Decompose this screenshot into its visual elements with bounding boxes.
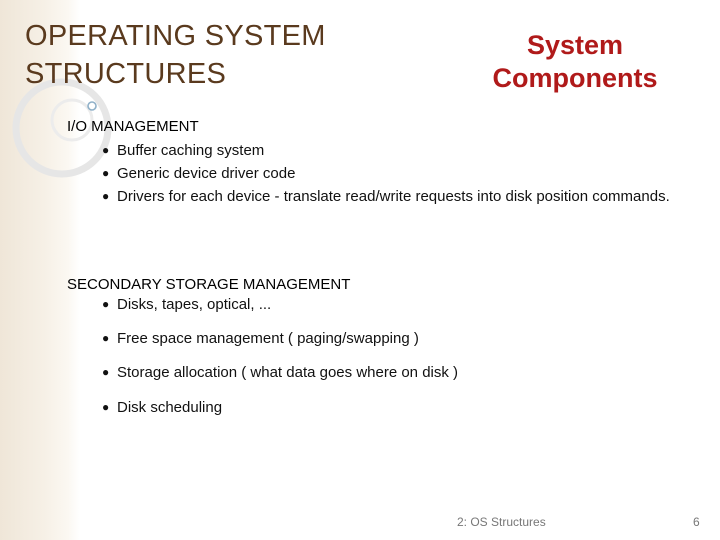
list-item [102,363,672,382]
list-item [102,141,672,160]
bullet-icon: ● [102,400,110,414]
list-item [102,329,672,348]
slide-title [25,17,405,93]
subtitle-line-2: Components [492,63,658,93]
list-item-text: Disk scheduling [117,399,223,416]
bullet-icon: ● [102,189,110,203]
list-item [102,187,672,206]
list-item-text: Buffer caching system [117,142,265,159]
list-item-text: Storage allocation ( what data goes where on disk ) [117,364,459,381]
list-item-text: Drivers for each device - translate read/write requests into disk position commands. [117,188,670,205]
bullet-icon: ● [102,365,110,379]
small-ring-icon [88,102,96,110]
list-item [102,398,672,417]
list-item [102,295,672,314]
list-item [102,164,672,183]
list-item-text: Free space management ( paging/swapping ) [117,330,419,347]
bullet-icon: ● [102,297,110,311]
bullet-icon: ● [102,331,110,345]
bullet-icon: ● [102,166,110,180]
list-item-text: Disks, tapes, optical, ... [117,296,272,313]
page-number: 6 [693,515,700,529]
title-line-1: OPERATING SYSTEM [25,20,326,52]
title-line-2: STRUCTURES [25,58,227,90]
subtitle-line-1: System [526,30,624,60]
slide-footer: 2: OS Structures [457,515,546,529]
bullet-icon: ● [102,143,110,157]
section-heading-io: I/O MANAGEMENT [67,118,199,135]
section-heading-storage: SECONDARY STORAGE MANAGEMENT [67,276,351,293]
list-item-text: Generic device driver code [117,165,296,182]
slide-subtitle [470,29,680,95]
